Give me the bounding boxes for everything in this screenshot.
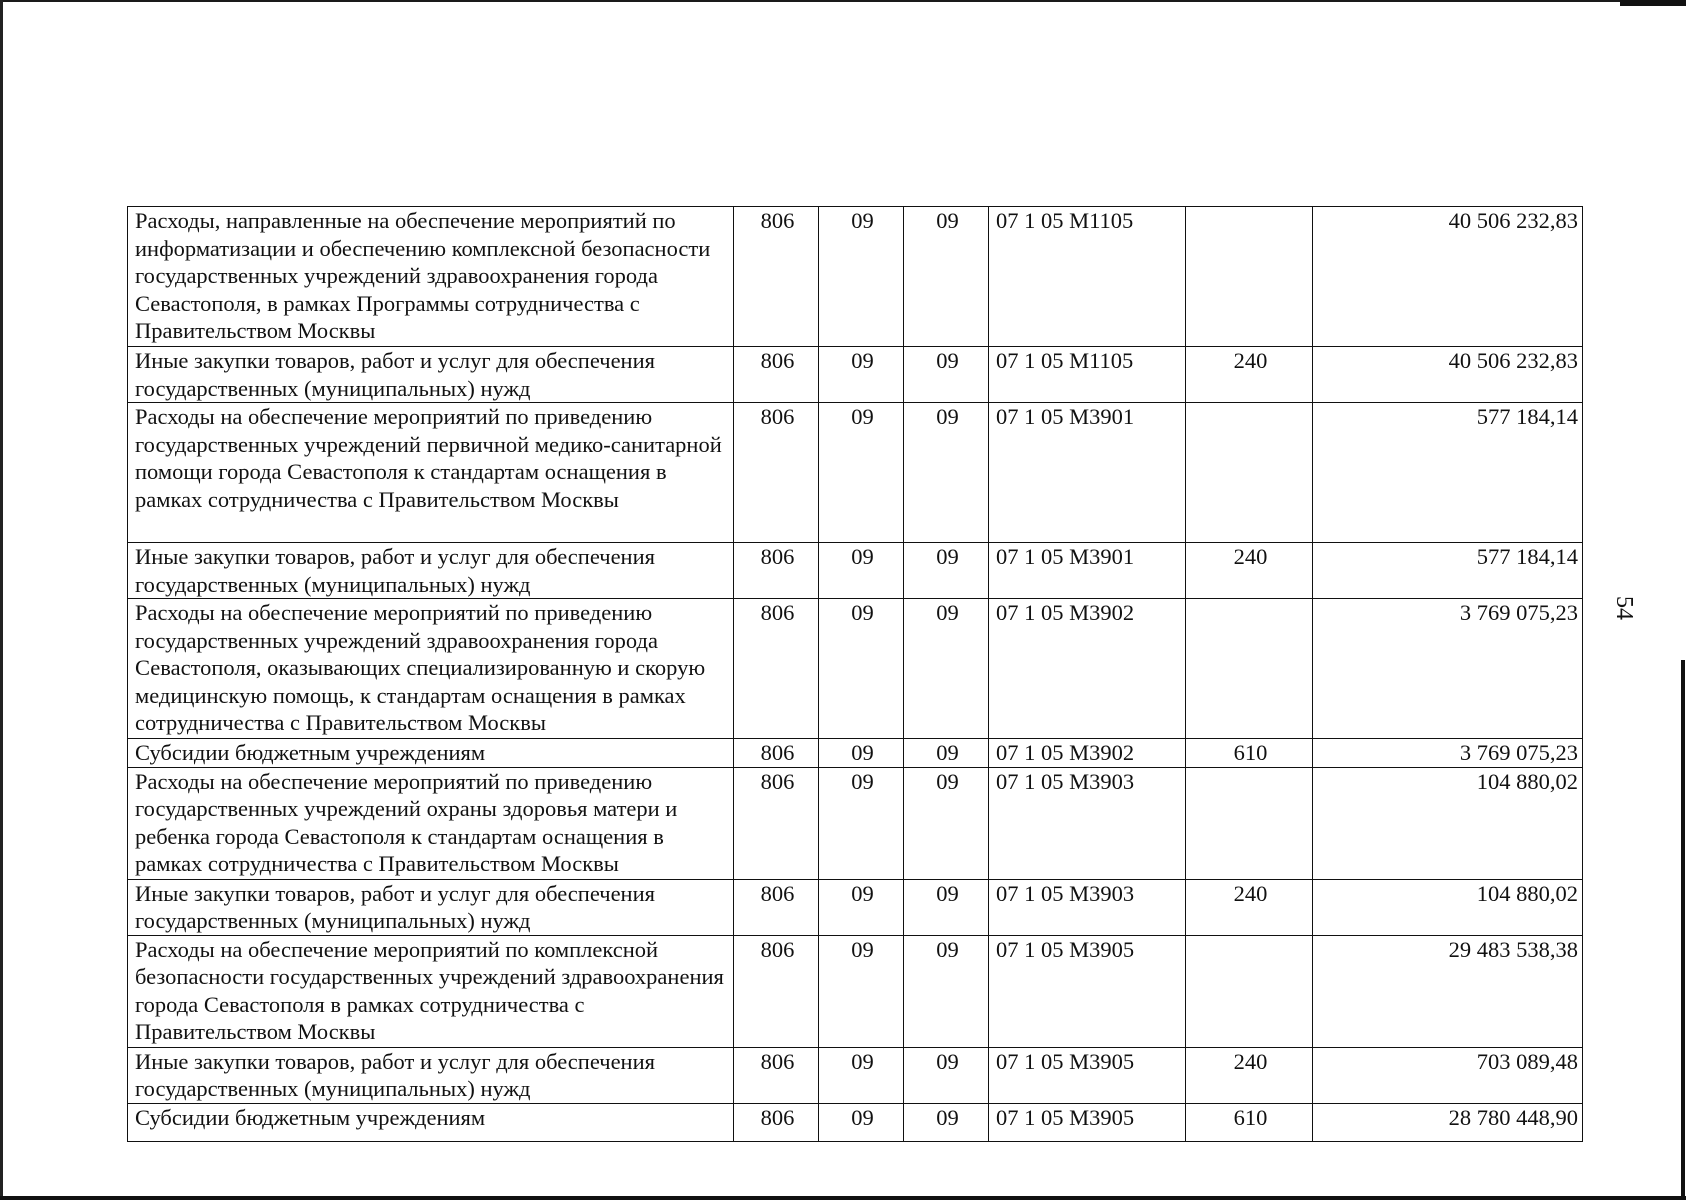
grbs-cell: 806 [734, 767, 819, 879]
section-cell: 09 [819, 739, 904, 768]
section-cell: 09 [819, 543, 904, 599]
subsection-cell: 09 [904, 599, 989, 739]
section-cell: 09 [819, 347, 904, 403]
expense-type-cell: 240 [1186, 879, 1313, 935]
expense-type-cell: 610 [1186, 1103, 1313, 1141]
target-article-cell: 07 1 05 M3902 [989, 739, 1186, 768]
scan-edge-left [0, 0, 3, 1200]
amount-cell: 3 769 075,23 [1313, 599, 1583, 739]
amount-cell: 577 184,14 [1313, 403, 1583, 543]
expense-name-cell: Субсидии бюджетным учреждениям [128, 739, 734, 768]
subsection-cell: 09 [904, 543, 989, 599]
expense-name-cell: Расходы на обеспечение мероприятий по приведению государственных учреждений охраны здоровья матери и ребенка города Севастополя к стандартам оснащения в рамках сотрудничества с Правительством Москвы [128, 767, 734, 879]
amount-cell: 577 184,14 [1313, 543, 1583, 599]
subsection-cell: 09 [904, 403, 989, 543]
subsection-cell: 09 [904, 879, 989, 935]
amount-cell: 104 880,02 [1313, 879, 1583, 935]
amount-cell: 40 506 232,83 [1313, 347, 1583, 403]
page-number: 54 [1611, 596, 1637, 620]
expense-type-cell [1186, 767, 1313, 879]
section-cell: 09 [819, 1103, 904, 1141]
table-row [128, 543, 1583, 599]
grbs-cell: 806 [734, 207, 819, 347]
expense-name-cell: Расходы на обеспечение мероприятий по комплексной безопасности государственных учреждений здравоохранения города Севастополя в рамках сотрудничества с Правительством Москвы [128, 935, 734, 1047]
amount-cell: 28 780 448,90 [1313, 1103, 1583, 1141]
subsection-cell: 09 [904, 767, 989, 879]
section-cell: 09 [819, 1047, 904, 1103]
subsection-cell: 09 [904, 739, 989, 768]
target-article-cell: 07 1 05 M3902 [989, 599, 1186, 739]
target-article-cell: 07 1 05 M3903 [989, 879, 1186, 935]
expense-name-cell: Иные закупки товаров, работ и услуг для обеспечения государственных (муниципальных) нужд [128, 347, 734, 403]
target-article-cell: 07 1 05 M1105 [989, 207, 1186, 347]
expense-type-cell: 240 [1186, 1047, 1313, 1103]
table-row [128, 767, 1583, 879]
scan-edge-top-right [1620, 0, 1686, 6]
subsection-cell: 09 [904, 347, 989, 403]
expense-type-cell [1186, 935, 1313, 1047]
grbs-cell: 806 [734, 543, 819, 599]
expense-name-cell: Расходы на обеспечение мероприятий по приведению государственных учреждений первичной медико-санитарной помощи города Севастополя к стандартам оснащения в рамках сотрудничества с Правительством Москвы [128, 403, 734, 543]
expense-type-cell: 610 [1186, 739, 1313, 768]
table-row [128, 879, 1583, 935]
expense-name-cell: Иные закупки товаров, работ и услуг для обеспечения государственных (муниципальных) нужд [128, 543, 734, 599]
grbs-cell: 806 [734, 879, 819, 935]
subsection-cell: 09 [904, 1047, 989, 1103]
amount-cell: 104 880,02 [1313, 767, 1583, 879]
scan-edge-top [0, 0, 1686, 2]
table-row [128, 1047, 1583, 1103]
grbs-cell: 806 [734, 935, 819, 1047]
grbs-cell: 806 [734, 1103, 819, 1141]
expense-type-cell [1186, 207, 1313, 347]
expense-name-cell: Расходы, направленные на обеспечение мероприятий по информатизации и обеспечению комплексной безопасности государственных учреждений здравоохранения города Севастополя, в рамках Программы сотрудничества с Правительством Москвы [128, 207, 734, 347]
grbs-cell: 806 [734, 1047, 819, 1103]
subsection-cell: 09 [904, 207, 989, 347]
expense-name-cell: Иные закупки товаров, работ и услуг для обеспечения государственных (муниципальных) нужд [128, 1047, 734, 1103]
section-cell: 09 [819, 935, 904, 1047]
subsection-cell: 09 [904, 935, 989, 1047]
target-article-cell: 07 1 05 M1105 [989, 347, 1186, 403]
grbs-cell: 806 [734, 347, 819, 403]
table-row [128, 739, 1583, 768]
target-article-cell: 07 1 05 M3905 [989, 1047, 1186, 1103]
scan-edge-right [1681, 660, 1685, 1200]
table-row [128, 403, 1583, 543]
target-article-cell: 07 1 05 M3905 [989, 935, 1186, 1047]
grbs-cell: 806 [734, 599, 819, 739]
section-cell: 09 [819, 599, 904, 739]
table-row [128, 599, 1583, 739]
expense-name-cell: Иные закупки товаров, работ и услуг для обеспечения государственных (муниципальных) нужд [128, 879, 734, 935]
budget-table [127, 206, 1583, 1142]
amount-cell: 703 089,48 [1313, 1047, 1583, 1103]
grbs-cell: 806 [734, 403, 819, 543]
amount-cell: 3 769 075,23 [1313, 739, 1583, 768]
target-article-cell: 07 1 05 M3901 [989, 403, 1186, 543]
section-cell: 09 [819, 767, 904, 879]
subsection-cell: 09 [904, 1103, 989, 1141]
section-cell: 09 [819, 403, 904, 543]
target-article-cell: 07 1 05 M3905 [989, 1103, 1186, 1141]
amount-cell: 40 506 232,83 [1313, 207, 1583, 347]
table-row [128, 935, 1583, 1047]
table-row [128, 207, 1583, 347]
target-article-cell: 07 1 05 M3903 [989, 767, 1186, 879]
expense-type-cell [1186, 599, 1313, 739]
table-row [128, 347, 1583, 403]
table-row [128, 1103, 1583, 1141]
grbs-cell: 806 [734, 739, 819, 768]
section-cell: 09 [819, 207, 904, 347]
scan-edge-bottom [0, 1196, 1686, 1200]
expense-name-cell: Субсидии бюджетным учреждениям [128, 1103, 734, 1141]
section-cell: 09 [819, 879, 904, 935]
target-article-cell: 07 1 05 M3901 [989, 543, 1186, 599]
expense-type-cell: 240 [1186, 347, 1313, 403]
expense-type-cell [1186, 403, 1313, 543]
amount-cell: 29 483 538,38 [1313, 935, 1583, 1047]
expense-name-cell: Расходы на обеспечение мероприятий по приведению государственных учреждений здравоохранения города Севастополя, оказывающих специализированную и скорую медицинскую помощь, к стандартам оснащения в рамках сотрудничества с Правительством Москвы [128, 599, 734, 739]
expense-type-cell: 240 [1186, 543, 1313, 599]
